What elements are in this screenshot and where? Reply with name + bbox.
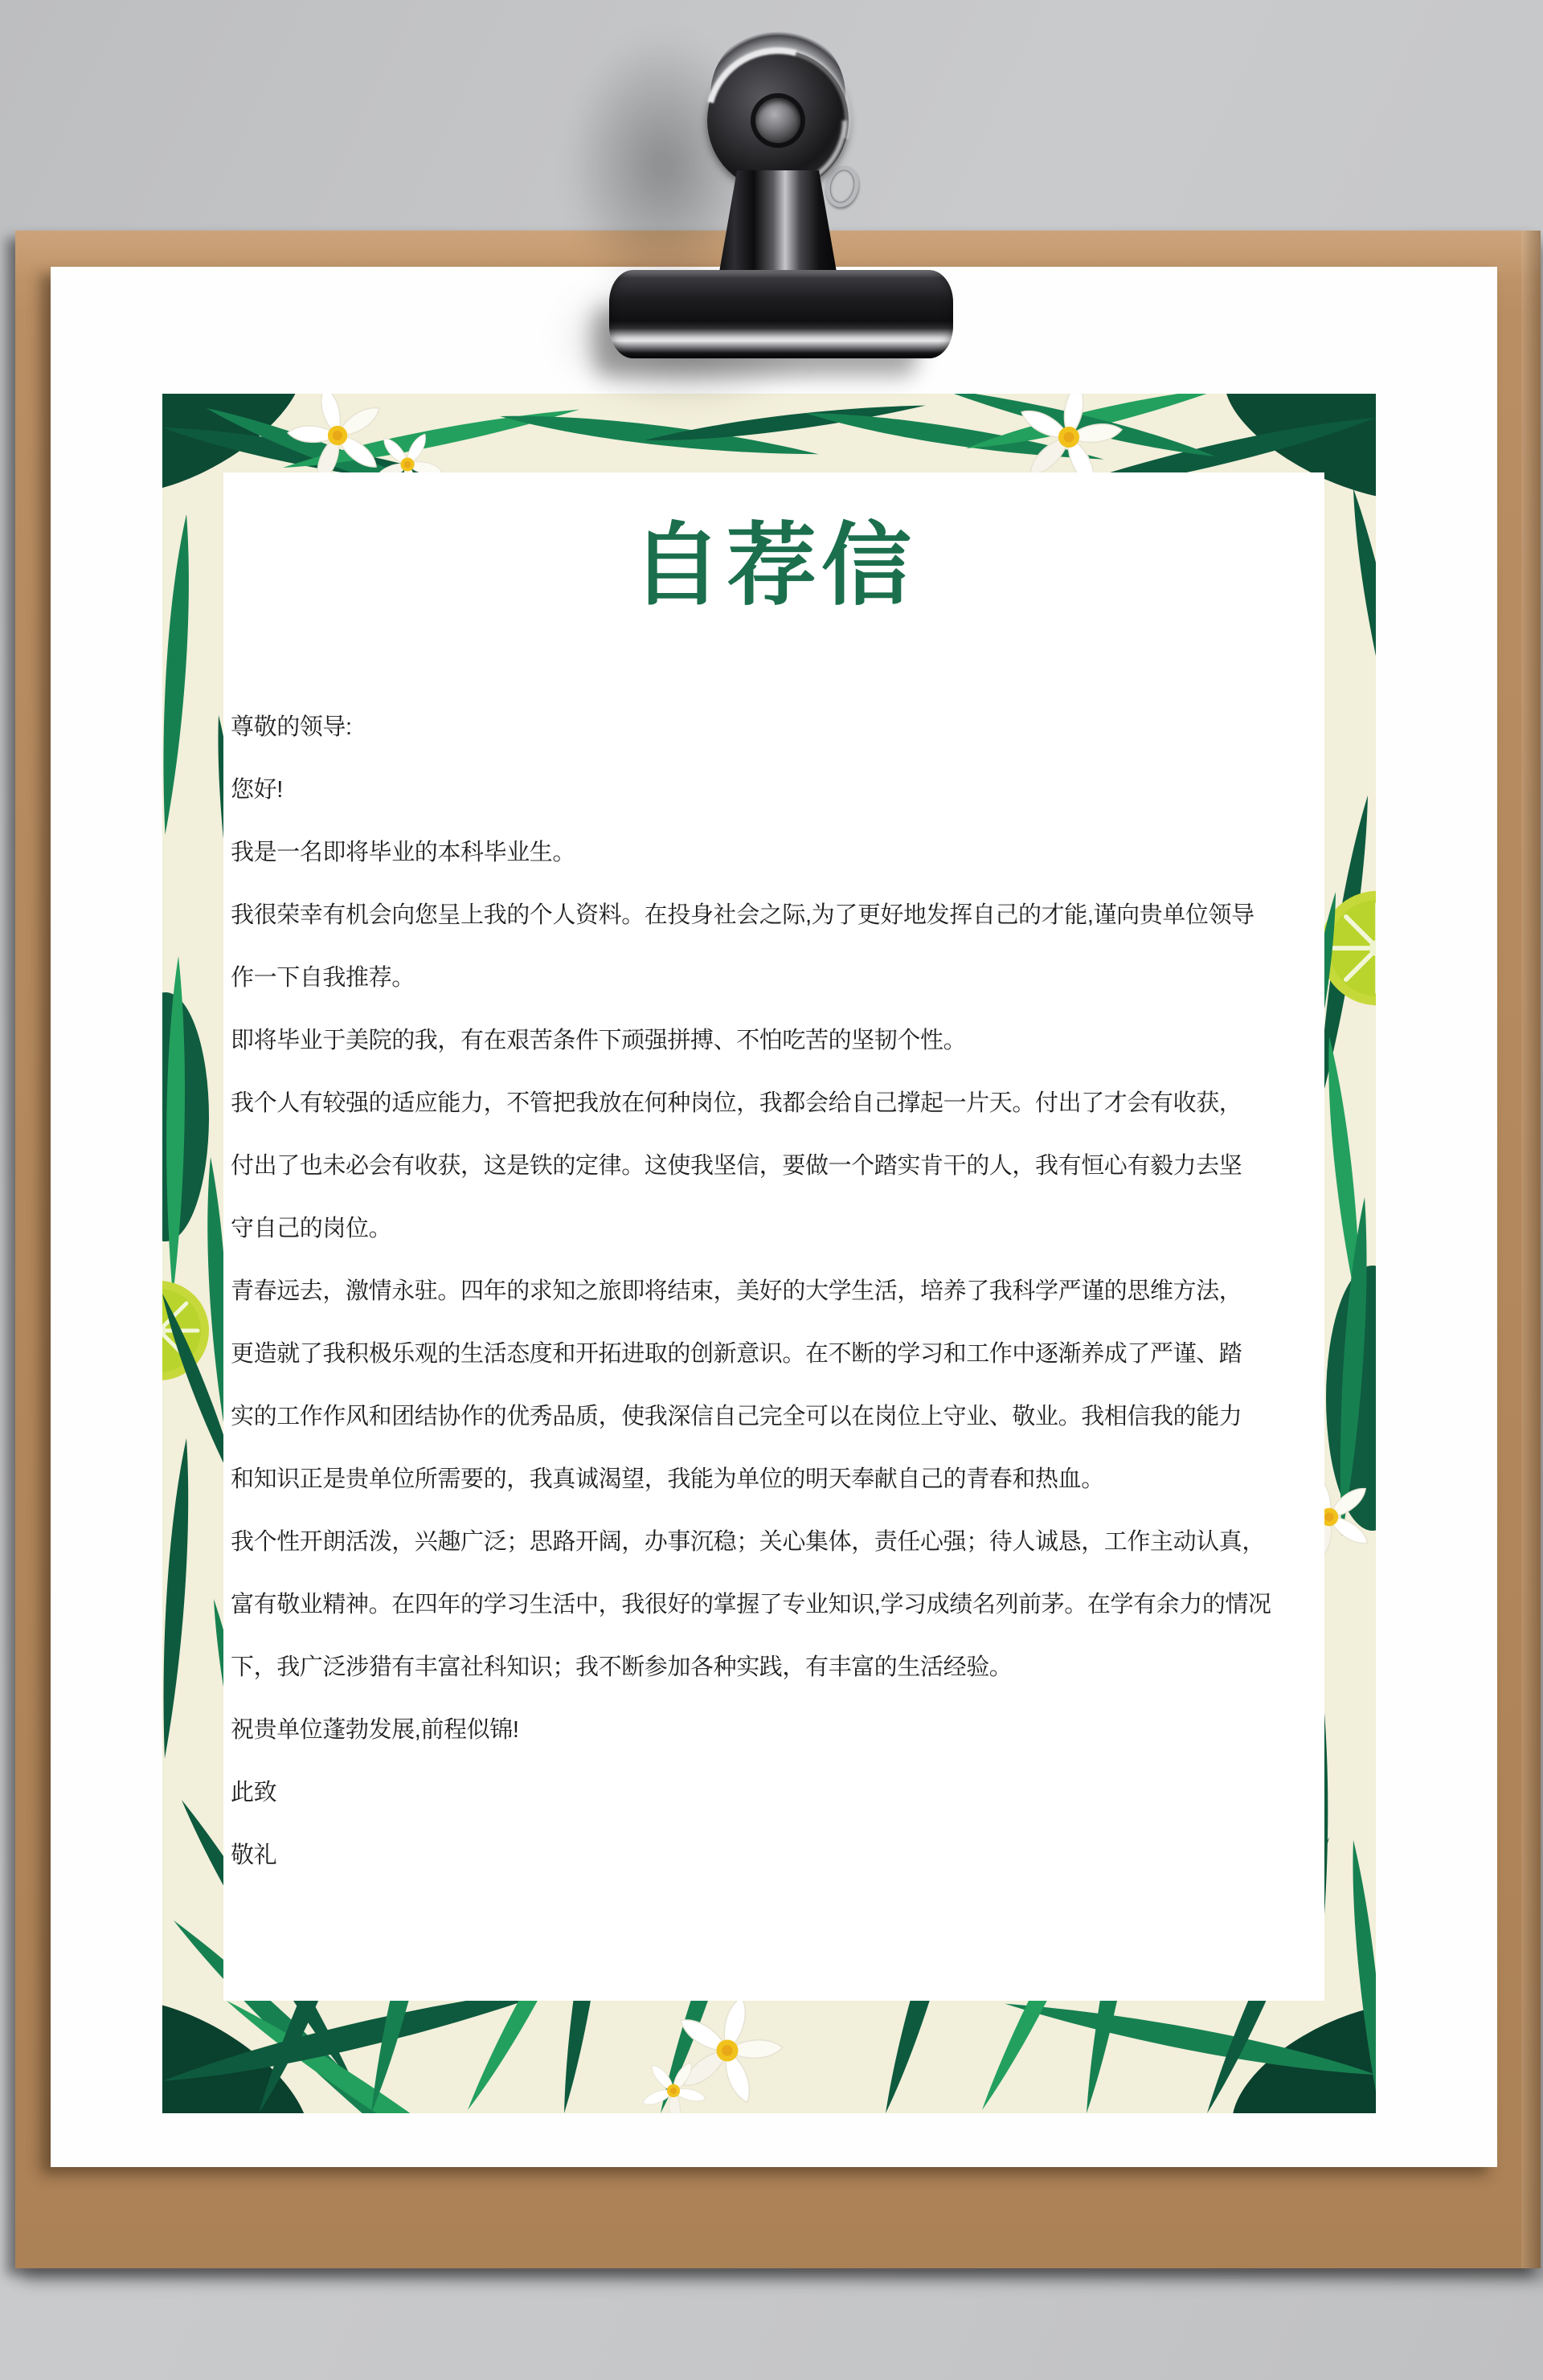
binder-clip-neck [718,170,838,281]
letter-line: 付出了也未必会有收获，这是铁的定律。这使我坚信，要做一个踏实肯干的人，我有恒心有毅力去坚 [231,1153,1242,1179]
letter-line: 敬礼 [231,1842,277,1868]
binder-clip-bar [609,270,953,358]
letter-line: 作一下自我推荐。 [231,965,415,991]
letter-title: 自荐信 [632,515,916,615]
letter-line: 更造就了我积极乐观的生活态度和开拓进取的创新意识。在不断的学习和工作中逐渐养成了严谨、踏 [231,1341,1242,1367]
letter-line: 我个性开朗活泼，兴趣广泛；思路开阔，办事沉稳；关心集体，责任心强；待人诚恳，工作主动认真， [231,1529,1266,1555]
letter-line: 此致 [231,1780,277,1805]
letter-line: 下，我广泛涉猎有丰富社科知识；我不断参加各种实践，有丰富的生活经验。 [231,1654,1013,1680]
letter-line: 富有敬业精神。在四年的学习生活中，我很好的掌握了专业知识,学习成绩名列前茅。在学有余力的情况 [231,1592,1271,1617]
letter-line: 尊敬的领导: [231,714,352,740]
letter-line: 实的工作作风和团结协作的优秀品质，使我深信自己完全可以在岗位上守业、敬业。我相信我的能力 [231,1404,1242,1429]
letter-line: 和知识正是贵单位所需要的，我真诚渴望，我能为单位的明天奉献自己的青春和热血。 [231,1466,1104,1492]
letter-line: 祝贵单位蓬勃发展,前程似锦! [231,1717,519,1743]
letter-line: 即将毕业于美院的我，有在艰苦条件下顽强拼搏、不怕吃苦的坚韧个性。 [231,1028,967,1053]
letter-line: 您好! [231,777,283,803]
letter-line: 守自己的岗位。 [231,1216,392,1241]
letter-line: 我是一名即将毕业的本科毕业生。 [231,840,576,865]
binder-clip-hole [755,98,800,143]
letter-body [231,696,1328,1887]
letter-line: 我个人有较强的适应能力，不管把我放在何种岗位，我都会给自己撑起一片天。付出了才会有收获， [231,1090,1242,1116]
letter-line: 青春远去，激情永驻。四年的求知之旅即将结束，美好的大学生活，培养了我科学严谨的思维方法， [231,1278,1242,1304]
letter-line: 我很荣幸有机会向您呈上我的个人资料。在投身社会之际,为了更好地发挥自己的才能,谨向贵单位领导 [231,902,1254,928]
